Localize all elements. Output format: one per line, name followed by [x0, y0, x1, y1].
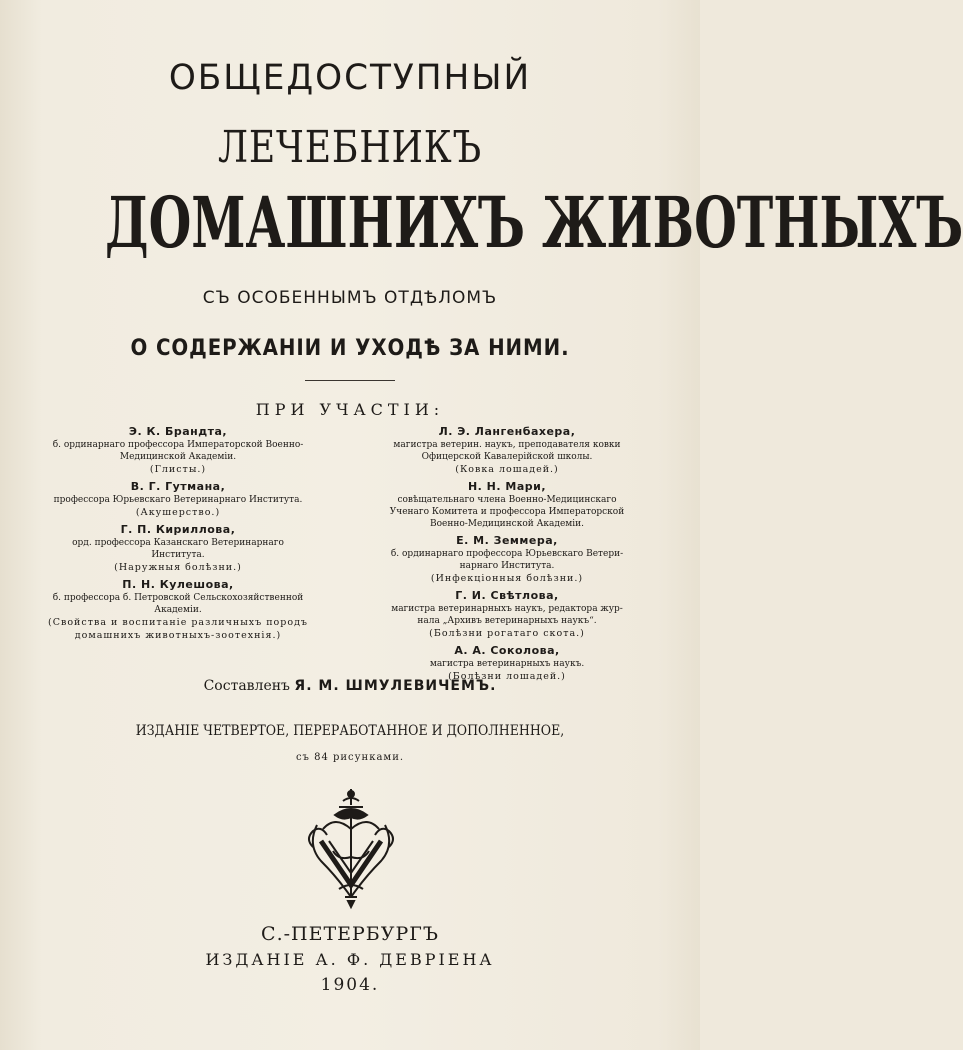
title-line-3: ДОМАШНИХЪ ЖИВОТНЫХЪ	[105, 181, 963, 264]
contributor-description: Военно-Медицинской Академіи.	[429, 519, 585, 529]
title-line-1: ОБЩЕДОСТУПНЫЙ	[168, 58, 532, 98]
contributor-name: Н. Н. Мари,	[467, 480, 547, 493]
contributor-name: Э. К. Брандта,	[128, 425, 228, 438]
contributor-description: Офицерской Кавалерійской школы.	[421, 452, 593, 462]
contributor-entry	[362, 424, 652, 476]
contributor-description: нала „Архивъ ветеринарныхъ наукъ“.	[417, 616, 597, 626]
contributor-name: Г. П. Кириллова,	[120, 523, 236, 536]
contributor-description: магистра ветерин. наукъ, преподавателя ковки	[393, 440, 621, 450]
contributor-description: орд. профессора Казанскаго Ветеринарнаго	[72, 538, 284, 548]
contributor-description: Медицинской Академіи.	[119, 452, 237, 462]
imprint-year: 1904.	[320, 975, 380, 995]
contributor-description: совѣщательнаго члена Военно-Медицинскаго	[397, 495, 617, 505]
contributor-name: Л. Э. Лангенбахера,	[438, 425, 576, 438]
contributor-entry	[38, 424, 318, 476]
divider-rule	[305, 380, 395, 381]
imprint-publisher: ИЗДАНІЕ А. Ф. ДЕВРІЕНА	[205, 950, 495, 969]
subtitle-line-1: СЪ ОСОБЕННЫМЪ ОТДѢЛОМЪ	[202, 288, 498, 308]
contributor-description: Ученаго Комитета и профессора Императорской	[389, 507, 625, 517]
contributor-description: Академіи.	[154, 605, 202, 615]
contributors-left-column	[38, 424, 318, 645]
compiler-line	[0, 678, 700, 694]
contributor-description: профессора Юрьевскаго Ветеринарнаго Института.	[53, 495, 303, 505]
contributor-entry	[362, 533, 652, 585]
subtitle-line-2: О СОДЕРЖАНІИ И УХОДѢ ЗА НИМИ.	[130, 336, 570, 361]
imprint-city: С.-ПЕТЕРБУРГЪ	[261, 923, 439, 945]
compiler-prefix: Составленъ	[203, 678, 290, 694]
title-line-2: ЛЕЧЕБНИКЪ	[217, 122, 483, 173]
contributor-topic: (Болѣзни лошадей.)	[448, 671, 566, 682]
contributor-topic: (Наружныя болѣзни.)	[114, 562, 242, 573]
contributor-description: магистра ветеринарныхъ наукъ.	[429, 659, 585, 669]
contributor-topic: (Акушерство.)	[135, 507, 221, 518]
contributor-name: П. Н. Кулешова,	[122, 578, 234, 591]
contributor-description: б. ординарнаго профессора Юрьевскаго Ветери-	[390, 549, 624, 559]
contributor-description: Института.	[151, 550, 205, 560]
edition-line: ИЗДАНІЕ ЧЕТВЕРТОЕ, ПЕРЕРАБОТАННОЕ И ДОПОЛНЕННОЕ,	[135, 723, 565, 739]
contributor-entry	[38, 522, 318, 574]
contributor-entry	[362, 643, 652, 683]
figures-line: съ 84 рисунками.	[295, 752, 405, 763]
contributor-entry	[38, 577, 318, 642]
contributor-description: магистра ветеринарныхъ наукъ, редактора жур-	[391, 604, 623, 614]
contributor-description: б. профессора б. Петровской Сельскохозяйственной	[52, 593, 304, 603]
contributor-name: Г. И. Свѣтлова,	[455, 589, 559, 602]
contributor-description: б. ординарнаго профессора Императорской Военно-	[52, 440, 304, 450]
contributor-topic: (Инфекціонныя болѣзни.)	[430, 573, 584, 584]
contributor-name: Е. М. Земмера,	[456, 534, 558, 547]
participation-heading: ПРИ УЧАСТІИ:	[255, 400, 445, 419]
contributor-topic: (Болѣзни рогатаго скота.)	[429, 628, 585, 639]
contributor-topic: (Ковка лошадей.)	[455, 464, 559, 475]
contributor-topic: (Свойства и воспитаніе различныхъ породъ домашнихъ животныхъ-зоотехнія.)	[48, 617, 308, 641]
contributor-entry	[38, 479, 318, 519]
contributor-description: нарнаго Института.	[459, 561, 555, 571]
compiler-name: Я. М. ШМУЛЕВИЧЕМЪ.	[294, 678, 497, 694]
contributor-topic: (Глисты.)	[149, 464, 207, 475]
contributor-name: А. А. Соколова,	[454, 644, 560, 657]
contributor-entry	[362, 588, 652, 640]
contributor-name: В. Г. Гутмана,	[130, 480, 226, 493]
contributors-right-column	[362, 424, 652, 686]
publisher-monogram-icon	[299, 785, 403, 910]
contributor-entry	[362, 479, 652, 530]
